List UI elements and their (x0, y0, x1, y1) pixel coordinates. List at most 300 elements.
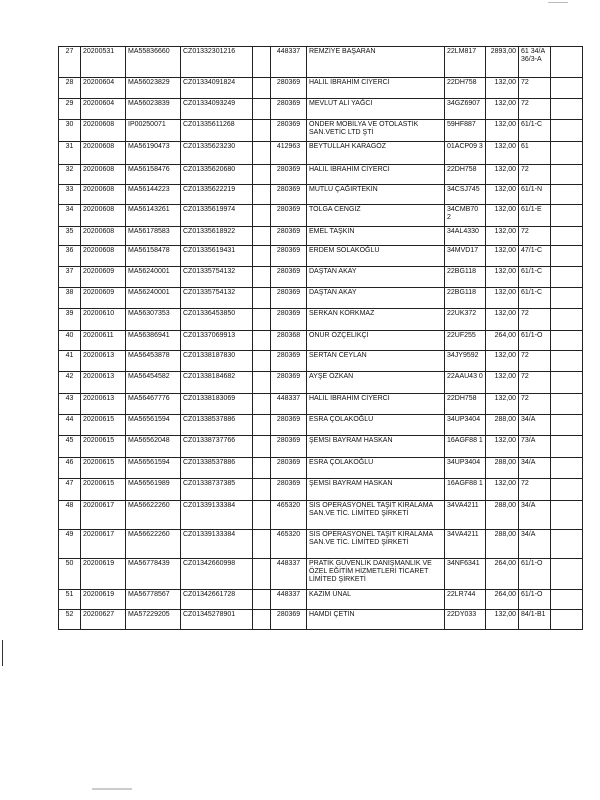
date-cell: 20200627 (81, 610, 126, 630)
blank-cell (253, 142, 271, 165)
row-number: 51 (59, 590, 81, 610)
row-number: 32 (59, 165, 81, 185)
plate-cell: 34VA4211 (445, 501, 486, 530)
amount-cell: 132,00 (486, 309, 519, 331)
code-cell: 280369 (271, 610, 307, 630)
article-cell: 61/1-C (519, 120, 551, 142)
date-cell: 20200615 (81, 415, 126, 436)
document-number-cell: MA56467776 (126, 394, 181, 415)
blank-cell (253, 331, 271, 351)
table-row (59, 458, 583, 479)
name-cell: SİS OPERASYONEL TAŞIT KİRALAMA SAN.VE TİC. LİMİTED ŞİRKETİ (307, 501, 445, 530)
reference-number-cell: CZ01334091824 (181, 78, 253, 99)
table-row (59, 590, 583, 610)
blank-cell (253, 415, 271, 436)
article-cell: 72 (519, 309, 551, 331)
document-number-cell: MA56143261 (126, 205, 181, 227)
name-cell: HALİL İBRAHİM CİYERCİ (307, 394, 445, 415)
date-cell: 20200609 (81, 288, 126, 309)
code-cell: 448337 (271, 590, 307, 610)
code-cell: 465320 (271, 501, 307, 530)
plate-cell: 22DH758 (445, 78, 486, 99)
reference-number-cell: CZ01337069913 (181, 331, 253, 351)
name-cell: ESRA ÇOLAKOĞLU (307, 458, 445, 479)
table-row (59, 246, 583, 267)
row-number: 28 (59, 78, 81, 99)
document-number-cell: MA56240001 (126, 288, 181, 309)
extra-cell (551, 99, 583, 120)
document-number-cell: MA57229205 (126, 610, 181, 630)
amount-cell: 264,00 (486, 331, 519, 351)
date-cell: 20200613 (81, 394, 126, 415)
reference-number-cell: CZ01336453850 (181, 309, 253, 331)
table-row (59, 120, 583, 142)
amount-cell: 264,00 (486, 590, 519, 610)
amount-cell: 264,00 (486, 559, 519, 590)
table-row (59, 559, 583, 590)
plate-cell: 22BG118 (445, 288, 486, 309)
extra-cell (551, 331, 583, 351)
plate-cell: 22DY033 (445, 610, 486, 630)
document-number-cell: MA55836660 (126, 47, 181, 78)
date-cell: 20200615 (81, 436, 126, 458)
code-cell: 448337 (271, 394, 307, 415)
code-cell: 465320 (271, 530, 307, 559)
document-number-cell: MA56561594 (126, 458, 181, 479)
article-cell: 72 (519, 165, 551, 185)
plate-cell: 22AAU43 0 (445, 372, 486, 394)
reference-number-cell: CZ01335623230 (181, 142, 253, 165)
blank-cell (253, 165, 271, 185)
name-cell: PRATİK GÜVENLİK DANIŞMANLIK VE ÖZEL EĞİTİM HİZMETLERİ TİCARET LİMİTED ŞİRKETİ (307, 559, 445, 590)
document-number-cell: MA56562048 (126, 436, 181, 458)
extra-cell (551, 185, 583, 205)
reference-number-cell: CZ01342661728 (181, 590, 253, 610)
reference-number-cell: CZ01332301216 (181, 47, 253, 78)
reference-number-cell: CZ01342660998 (181, 559, 253, 590)
row-number: 47 (59, 479, 81, 501)
blank-cell (253, 227, 271, 246)
row-number: 34 (59, 205, 81, 227)
register-rows (59, 47, 583, 630)
plate-cell: 22UF255 (445, 331, 486, 351)
date-cell: 20200619 (81, 590, 126, 610)
table-row (59, 610, 583, 630)
row-number: 35 (59, 227, 81, 246)
amount-cell: 132,00 (486, 165, 519, 185)
row-number: 52 (59, 610, 81, 630)
row-number: 46 (59, 458, 81, 479)
scan-edge-mark (2, 640, 3, 666)
article-cell: 61 34/A 36/3-A (519, 47, 551, 78)
name-cell: DAŞTAN AKAY (307, 267, 445, 288)
extra-cell (551, 415, 583, 436)
row-number: 29 (59, 99, 81, 120)
amount-cell: 2893,00 (486, 47, 519, 78)
article-cell: 72 (519, 372, 551, 394)
row-number: 44 (59, 415, 81, 436)
blank-cell (253, 530, 271, 559)
document-number-cell: MA56386941 (126, 331, 181, 351)
plate-cell: 59HF887 (445, 120, 486, 142)
reference-number-cell: CZ01338184682 (181, 372, 253, 394)
blank-cell (253, 351, 271, 372)
name-cell: DAŞTAN AKAY (307, 288, 445, 309)
table-row (59, 47, 583, 78)
extra-cell (551, 351, 583, 372)
extra-cell (551, 246, 583, 267)
code-cell: 280369 (271, 185, 307, 205)
date-cell: 20200608 (81, 165, 126, 185)
blank-cell (253, 99, 271, 120)
blank-cell (253, 47, 271, 78)
amount-cell: 132,00 (486, 394, 519, 415)
extra-cell (551, 47, 583, 78)
name-cell: ÖNDER MOBİLYA VE OTOLASTİK SAN.VETİC LTD ŞTİ (307, 120, 445, 142)
amount-cell: 288,00 (486, 501, 519, 530)
amount-cell: 132,00 (486, 288, 519, 309)
code-cell: 412963 (271, 142, 307, 165)
plate-cell: 22LR744 (445, 590, 486, 610)
amount-cell: 132,00 (486, 610, 519, 630)
date-cell: 20200608 (81, 120, 126, 142)
reference-number-cell: CZ01335618922 (181, 227, 253, 246)
table-row (59, 415, 583, 436)
date-cell: 20200608 (81, 142, 126, 165)
name-cell: AYŞE ÖZKAN (307, 372, 445, 394)
date-cell: 20200617 (81, 530, 126, 559)
document-number-cell: MA56240001 (126, 267, 181, 288)
plate-cell: 22DH758 (445, 394, 486, 415)
scan-mark (92, 788, 132, 790)
table-row (59, 185, 583, 205)
name-cell: ESRA ÇOLAKOĞLU (307, 415, 445, 436)
name-cell: ŞEMSİ BAYRAM HASKAN (307, 479, 445, 501)
plate-cell: 34UP3404 (445, 415, 486, 436)
table-row (59, 501, 583, 530)
scan-mark (548, 2, 568, 3)
row-number: 45 (59, 436, 81, 458)
document-number-cell: MA56453878 (126, 351, 181, 372)
date-cell: 20200608 (81, 205, 126, 227)
blank-cell (253, 288, 271, 309)
reference-number-cell: CZ01335620680 (181, 165, 253, 185)
article-cell: 61/1-O (519, 331, 551, 351)
date-cell: 20200608 (81, 185, 126, 205)
reference-number-cell: CZ01338537886 (181, 415, 253, 436)
extra-cell (551, 394, 583, 415)
article-cell: 72 (519, 227, 551, 246)
name-cell: BEYTULLAH KARAGÖZ (307, 142, 445, 165)
table-row (59, 288, 583, 309)
reference-number-cell: CZ01339133384 (181, 501, 253, 530)
row-number: 48 (59, 501, 81, 530)
name-cell: TOLGA CENGİZ (307, 205, 445, 227)
reference-number-cell: CZ01345278901 (181, 610, 253, 630)
plate-cell: 01ACP09 3 (445, 142, 486, 165)
amount-cell: 132,00 (486, 142, 519, 165)
row-number: 33 (59, 185, 81, 205)
reference-number-cell: CZ01335754132 (181, 267, 253, 288)
blank-cell (253, 205, 271, 227)
code-cell: 280369 (271, 436, 307, 458)
amount-cell: 132,00 (486, 351, 519, 372)
table-row (59, 351, 583, 372)
row-number: 40 (59, 331, 81, 351)
amount-cell: 132,00 (486, 479, 519, 501)
table-row (59, 227, 583, 246)
blank-cell (253, 185, 271, 205)
extra-cell (551, 205, 583, 227)
amount-cell: 132,00 (486, 99, 519, 120)
amount-cell: 132,00 (486, 372, 519, 394)
code-cell: 280369 (271, 78, 307, 99)
code-cell: 280369 (271, 458, 307, 479)
row-number: 41 (59, 351, 81, 372)
amount-cell: 132,00 (486, 120, 519, 142)
code-cell: 280369 (271, 479, 307, 501)
plate-cell: 34AL4330 (445, 227, 486, 246)
code-cell: 280369 (271, 267, 307, 288)
plate-cell: 34CMB70 2 (445, 205, 486, 227)
amount-cell: 288,00 (486, 415, 519, 436)
date-cell: 20200604 (81, 99, 126, 120)
reference-number-cell: CZ01335619431 (181, 246, 253, 267)
article-cell: 61/1-C (519, 267, 551, 288)
document-number-cell: MA56622260 (126, 501, 181, 530)
document-number-cell: MA56778439 (126, 559, 181, 590)
table-row (59, 165, 583, 185)
extra-cell (551, 610, 583, 630)
amount-cell: 132,00 (486, 267, 519, 288)
reference-number-cell: CZ01338183069 (181, 394, 253, 415)
document-number-cell: IP00250071 (126, 120, 181, 142)
table-row (59, 99, 583, 120)
extra-cell (551, 372, 583, 394)
name-cell: EMEL TAŞKIN (307, 227, 445, 246)
row-number: 50 (59, 559, 81, 590)
plate-cell: 34UP3404 (445, 458, 486, 479)
article-cell: 61/1-O (519, 559, 551, 590)
table-row (59, 331, 583, 351)
extra-cell (551, 267, 583, 288)
document-number-cell: MA56023839 (126, 99, 181, 120)
blank-cell (253, 458, 271, 479)
amount-cell: 288,00 (486, 530, 519, 559)
name-cell: KAZIM ÜNAL (307, 590, 445, 610)
amount-cell: 132,00 (486, 205, 519, 227)
reference-number-cell: CZ01338537886 (181, 458, 253, 479)
article-cell: 72 (519, 479, 551, 501)
article-cell: 72 (519, 394, 551, 415)
reference-number-cell: CZ01335611268 (181, 120, 253, 142)
article-cell: 73/A (519, 436, 551, 458)
reference-number-cell: CZ01335622219 (181, 185, 253, 205)
date-cell: 20200610 (81, 309, 126, 331)
code-cell: 280369 (271, 415, 307, 436)
table-row (59, 267, 583, 288)
row-number: 31 (59, 142, 81, 165)
row-number: 43 (59, 394, 81, 415)
extra-cell (551, 120, 583, 142)
row-number: 30 (59, 120, 81, 142)
code-cell: 280369 (271, 227, 307, 246)
name-cell: SERKAN KORKMAZ (307, 309, 445, 331)
document-number-cell: MA56158476 (126, 165, 181, 185)
extra-cell (551, 165, 583, 185)
article-cell: 84/1-B1 (519, 610, 551, 630)
extra-cell (551, 78, 583, 99)
row-number: 42 (59, 372, 81, 394)
date-cell: 20200615 (81, 479, 126, 501)
document-number-cell: MA56144223 (126, 185, 181, 205)
document-number-cell: MA56622260 (126, 530, 181, 559)
date-cell: 20200531 (81, 47, 126, 78)
blank-cell (253, 436, 271, 458)
blank-cell (253, 479, 271, 501)
row-number: 37 (59, 267, 81, 288)
article-cell: 72 (519, 99, 551, 120)
article-cell: 61/1-O (519, 590, 551, 610)
article-cell: 47/1-C (519, 246, 551, 267)
amount-cell: 132,00 (486, 227, 519, 246)
code-cell: 280369 (271, 372, 307, 394)
code-cell: 448337 (271, 47, 307, 78)
blank-cell (253, 610, 271, 630)
code-cell: 448337 (271, 559, 307, 590)
extra-cell (551, 288, 583, 309)
blank-cell (253, 501, 271, 530)
article-cell: 34/A (519, 530, 551, 559)
article-cell: 72 (519, 78, 551, 99)
blank-cell (253, 394, 271, 415)
plate-cell: 34CSJ745 (445, 185, 486, 205)
extra-cell (551, 501, 583, 530)
document-number-cell: MA56454582 (126, 372, 181, 394)
article-cell: 72 (519, 351, 551, 372)
reference-number-cell: CZ01335754132 (181, 288, 253, 309)
code-cell: 280369 (271, 246, 307, 267)
blank-cell (253, 309, 271, 331)
name-cell: MEVLÜT ALİ YAĞCI (307, 99, 445, 120)
amount-cell: 132,00 (486, 78, 519, 99)
row-number: 27 (59, 47, 81, 78)
table-row (59, 372, 583, 394)
name-cell: SİS OPERASYONEL TAŞIT KİRALAMA SAN.VE TİC. LİMİTED ŞİRKETİ (307, 530, 445, 559)
name-cell: HAMDİ ÇETİN (307, 610, 445, 630)
name-cell: HALİL İBRAHİM CİYERCİ (307, 78, 445, 99)
document-number-cell: MA56190473 (126, 142, 181, 165)
extra-cell (551, 436, 583, 458)
plate-cell: 16AGF88 1 (445, 479, 486, 501)
reference-number-cell: CZ01338187830 (181, 351, 253, 372)
blank-cell (253, 372, 271, 394)
code-cell: 280369 (271, 351, 307, 372)
plate-cell: 16AGF88 1 (445, 436, 486, 458)
table-row (59, 530, 583, 559)
document-number-cell: MA56778567 (126, 590, 181, 610)
article-cell: 61/1-C (519, 288, 551, 309)
date-cell: 20200611 (81, 331, 126, 351)
code-cell: 280369 (271, 288, 307, 309)
document-number-cell: MA56178583 (126, 227, 181, 246)
code-cell: 280369 (271, 205, 307, 227)
table-row (59, 78, 583, 99)
article-cell: 34/A (519, 458, 551, 479)
plate-cell: 34NF6341 (445, 559, 486, 590)
table-row (59, 309, 583, 331)
plate-cell: 34JY9592 (445, 351, 486, 372)
row-number: 39 (59, 309, 81, 331)
document-number-cell: MA56561594 (126, 415, 181, 436)
reference-number-cell: CZ01338737385 (181, 479, 253, 501)
row-number: 38 (59, 288, 81, 309)
table-row (59, 394, 583, 415)
plate-cell: 34VA4211 (445, 530, 486, 559)
blank-cell (253, 246, 271, 267)
amount-cell: 132,00 (486, 246, 519, 267)
reference-number-cell: CZ01338737766 (181, 436, 253, 458)
table-row (59, 142, 583, 165)
blank-cell (253, 120, 271, 142)
date-cell: 20200617 (81, 501, 126, 530)
date-cell: 20200609 (81, 267, 126, 288)
reference-number-cell: CZ01335619974 (181, 205, 253, 227)
name-cell: MUTLU ÇAĞIRTEKİN (307, 185, 445, 205)
blank-cell (253, 590, 271, 610)
document-number-cell: MA56023829 (126, 78, 181, 99)
extra-cell (551, 142, 583, 165)
name-cell: SERTAN CEYLAN (307, 351, 445, 372)
document-number-cell: MA56561989 (126, 479, 181, 501)
register-table (58, 46, 583, 630)
article-cell: 34/A (519, 501, 551, 530)
date-cell: 20200608 (81, 246, 126, 267)
extra-cell (551, 479, 583, 501)
document-number-cell: MA56307353 (126, 309, 181, 331)
table-row (59, 479, 583, 501)
code-cell: 280369 (271, 309, 307, 331)
name-cell: REMZİYE BAŞARAN (307, 47, 445, 78)
amount-cell: 288,00 (486, 458, 519, 479)
date-cell: 20200619 (81, 559, 126, 590)
extra-cell (551, 458, 583, 479)
row-number: 49 (59, 530, 81, 559)
article-cell: 61 (519, 142, 551, 165)
code-cell: 280368 (271, 331, 307, 351)
extra-cell (551, 530, 583, 559)
amount-cell: 132,00 (486, 185, 519, 205)
blank-cell (253, 78, 271, 99)
extra-cell (551, 309, 583, 331)
date-cell: 20200604 (81, 78, 126, 99)
code-cell: 280369 (271, 165, 307, 185)
code-cell: 280369 (271, 120, 307, 142)
table-row (59, 436, 583, 458)
reference-number-cell: CZ01334093249 (181, 99, 253, 120)
amount-cell: 132,00 (486, 436, 519, 458)
date-cell: 20200615 (81, 458, 126, 479)
row-number: 36 (59, 246, 81, 267)
article-cell: 34/A (519, 415, 551, 436)
blank-cell (253, 559, 271, 590)
reference-number-cell: CZ01339133384 (181, 530, 253, 559)
blank-cell (253, 267, 271, 288)
document-number-cell: MA56158478 (126, 246, 181, 267)
plate-cell: 34GZ6907 (445, 99, 486, 120)
code-cell: 280369 (271, 99, 307, 120)
article-cell: 61/1-E (519, 205, 551, 227)
